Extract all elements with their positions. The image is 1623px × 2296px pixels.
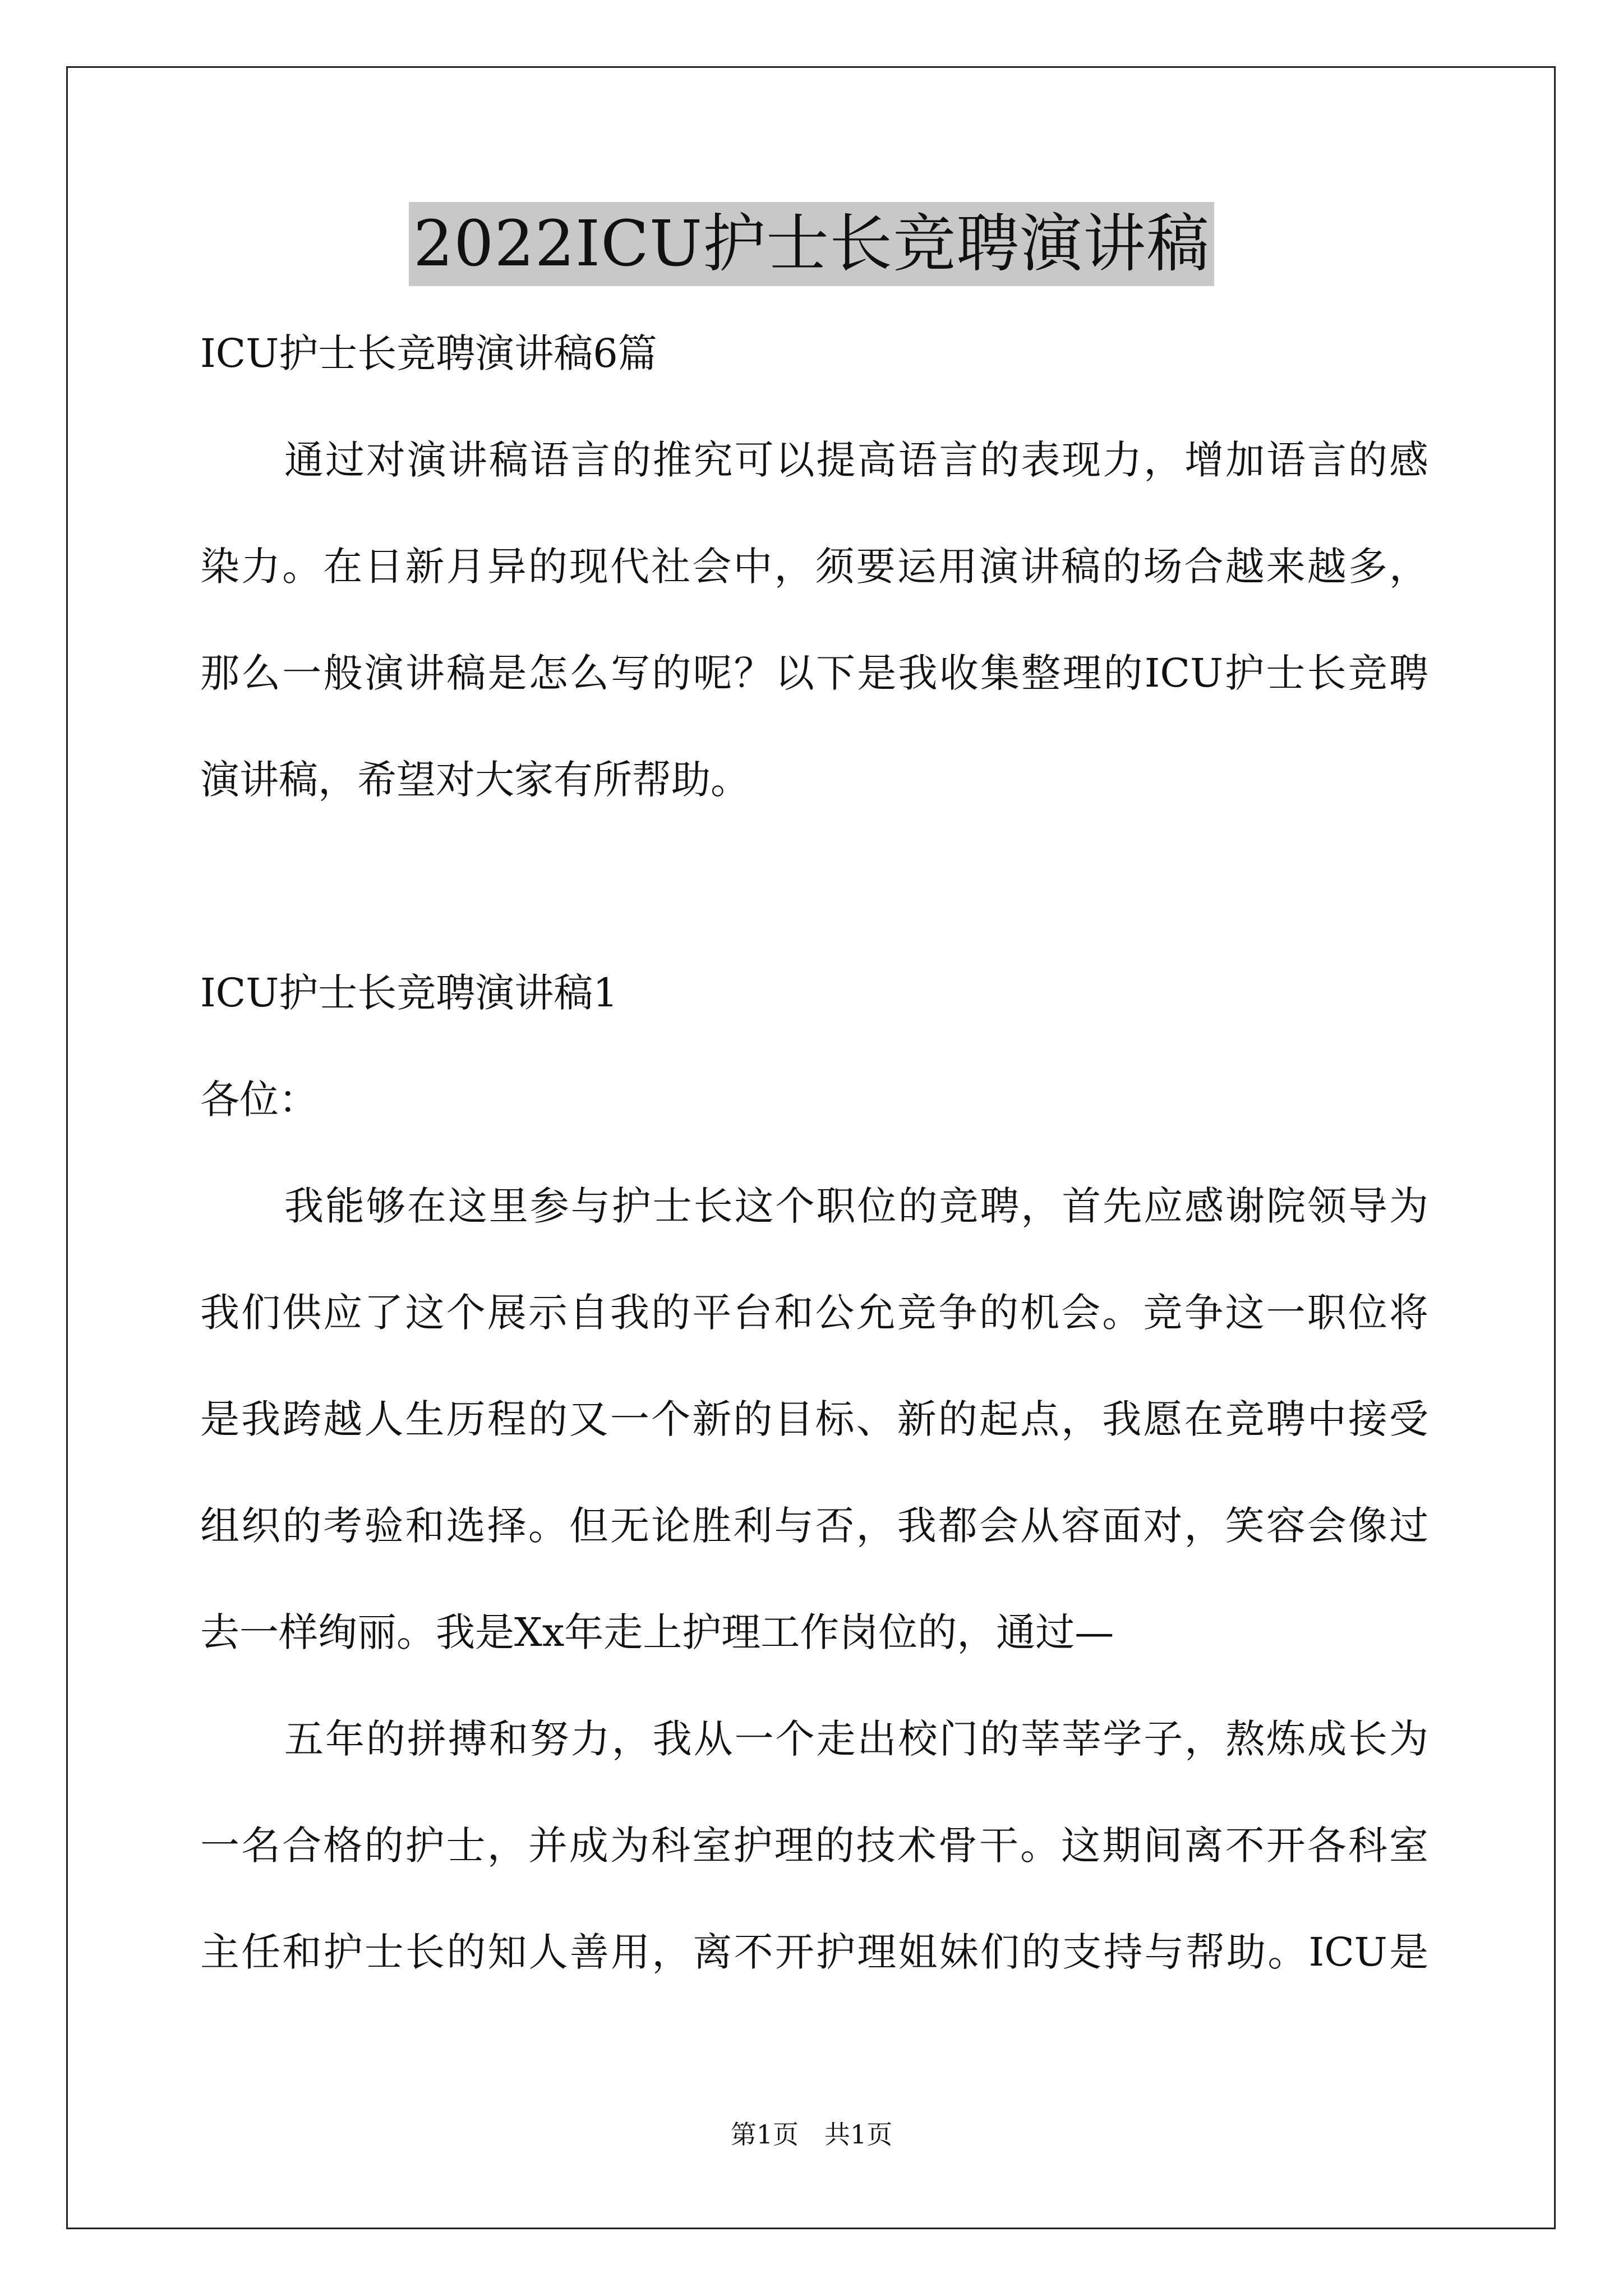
title-container bbox=[0, 202, 1623, 286]
intro-line: 染力。在日新月异的现代社会中，须要运用演讲稿的场合越来越多， bbox=[200, 544, 1428, 590]
subtitle: ICU护士长竞聘演讲稿6篇 bbox=[200, 330, 657, 376]
document-body bbox=[200, 300, 1428, 2005]
spacer bbox=[200, 833, 1428, 940]
greeting: 各位： bbox=[200, 1076, 318, 1122]
intro-line: 那么一般演讲稿是怎么写的呢？以下是我收集整理的ICU护士长竞聘 bbox=[200, 650, 1428, 696]
paragraph-line: 一名合格的护士，并成为科室护理的技术骨干。这期间离不开各科室 bbox=[200, 1823, 1428, 1869]
paragraph-line: 主任和护士长的知人善用，离不开护理姐妹们的支持与帮助。ICU是 bbox=[200, 1929, 1428, 1975]
paragraph-line: 是我跨越人生历程的又一个新的目标、新的起点，我愿在竞聘中接受 bbox=[200, 1396, 1428, 1442]
intro-line: 通过对演讲稿语言的推究可以提高语言的表现力，增加语言的感 bbox=[284, 437, 1428, 483]
paragraph-line: 五年的拼搏和努力，我从一个走出校门的莘莘学子，熬炼成长为 bbox=[284, 1716, 1428, 1762]
paragraph-line: 我们供应了这个展示自我的平台和公允竞争的机会。竞争这一职位将 bbox=[200, 1290, 1428, 1336]
document-title: 2022ICU护士长竞聘演讲稿 bbox=[409, 202, 1214, 286]
page-footer: 第1页 共1页 bbox=[730, 2119, 893, 2150]
section-title: ICU护士长竞聘演讲稿1 bbox=[200, 970, 618, 1016]
paragraph-line: 我能够在这里参与护士长这个职位的竞聘，首先应感谢院领导为 bbox=[284, 1183, 1428, 1229]
intro-line: 演讲稿，希望对大家有所帮助。 bbox=[200, 757, 750, 803]
paragraph-line: 组织的考验和选择。但无论胜利与否，我都会从容面对，笑容会像过 bbox=[200, 1503, 1428, 1549]
paragraph-line: 去一样绚丽。我是Xx年走上护理工作岗位的，通过— bbox=[200, 1609, 1114, 1655]
